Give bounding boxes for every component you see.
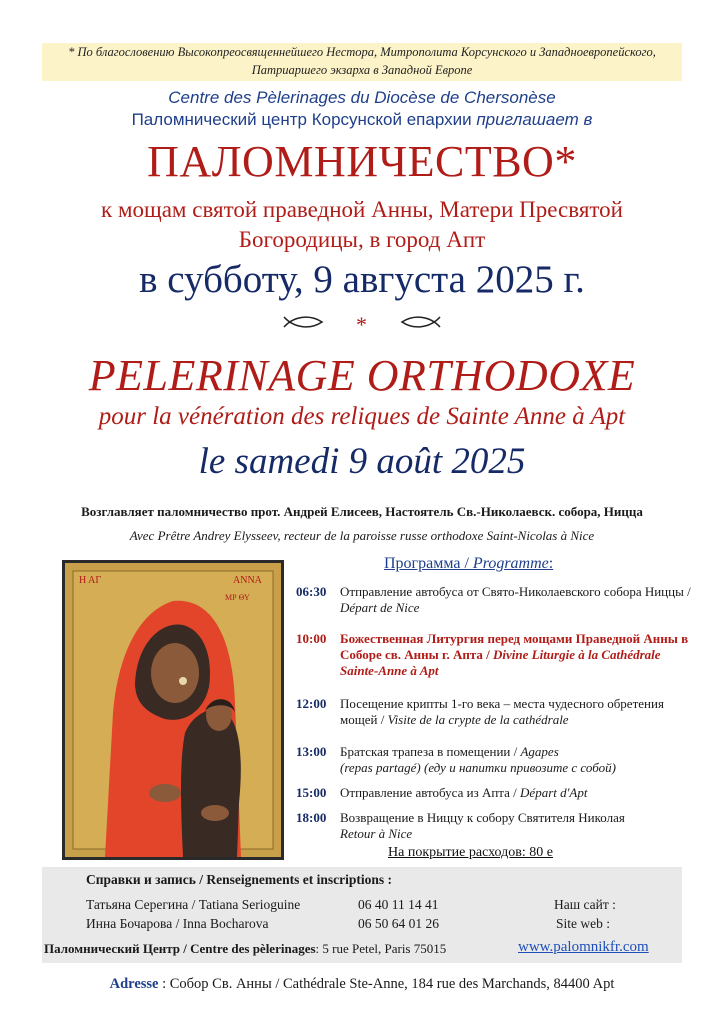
organizer-ru-invite: приглашает в: [476, 110, 593, 129]
program-heading: [384, 555, 553, 573]
program-heading-ru: Программа: [384, 555, 461, 572]
subtitle-fr: pour la vénération des reliques de Sainte Anne à Apt: [98, 403, 626, 430]
program-heading-fr: Programme: [472, 555, 549, 572]
title-fr: PELERINAGE ORTHODOXE: [88, 351, 636, 400]
event-address: [0, 976, 724, 993]
organizer-fr: Centre des Pèlerinages du Diocèse de Chersonèse: [168, 88, 556, 107]
cost-note: На покрытие расходов: 80 е: [388, 845, 553, 860]
program-text: Братская трапеза в помещении / Agapes (repas partagé) (еду и напитки привозите с собой): [340, 744, 616, 775]
program-time: 06:30: [296, 584, 327, 599]
program-text: Возвращение в Ниццу к собору Святителя Николая Retour à Nice: [340, 810, 625, 841]
icon-label-right: ΑΝΝΑ: [233, 575, 262, 586]
icon-image-saint-anne: [62, 560, 284, 860]
program-heading-colon: :: [548, 555, 554, 572]
center-label: Паломнический Центр / Centre des pèlerinages: [44, 941, 316, 956]
program-text: Отправление автобуса из Апта / Départ d'Apt: [340, 785, 588, 800]
center-address: [44, 941, 446, 957]
program-time: 18:00: [296, 810, 327, 825]
site-label-fr: Site web :: [556, 916, 610, 931]
icon-label-mid: ΜΡ ΘΥ: [225, 593, 250, 602]
blessing-note: * По благословению Высокопреосвященнейшего Нестора, Митрополита Корсунского и Западноевропейского, Патриаршего экзарха в Западной Европе: [42, 43, 682, 81]
center-street: : 5 rue Petel, Paris 75015: [315, 941, 447, 956]
icon-label-left: Η ΑΓ: [79, 575, 102, 586]
date-fr: le samedi 9 août 2025: [198, 441, 526, 482]
program-time: 12:00: [296, 696, 327, 711]
leader-fr: Avec Prêtre Andrey Elysseev, recteur de la paroisse russe orthodoxe Saint-Nicolas à Nice: [129, 528, 595, 543]
program-text: Посещение крипты 1-го века – места чудесного обретения мощей / Visite de la crypte de la cathédrale: [340, 696, 664, 727]
organizer-ru-name: Паломнический центр Корсунской епархии: [131, 110, 472, 129]
leader-ru: Возглавляет паломничество прот. Андрей Елисеев, Настоятель Св.-Николаевск. собора, Ницца: [81, 504, 643, 519]
fish-divider: [280, 308, 444, 336]
contact-phone[interactable]: 06 50 64 01 26: [358, 916, 439, 931]
contacts-heading: Справки и запись / Renseignements et inscriptions :: [86, 872, 392, 887]
subtitle-ru: к мощам святой праведной Анны, Матери Пресвятой Богородицы, в город Апт: [101, 197, 623, 252]
program-time: 15:00: [296, 785, 327, 800]
saint-anne-icon: [65, 563, 281, 857]
program-time: 13:00: [296, 744, 327, 759]
program-text: Отправление автобуса от Свято-Николаевского собора Ниццы / Départ de Nice: [340, 584, 691, 615]
program-heading-sep: /: [460, 555, 473, 572]
address-label: Adresse: [109, 976, 159, 992]
site-label-ru: Наш сайт :: [554, 897, 616, 912]
date-ru: в субботу, 9 августа 2025 г.: [139, 258, 585, 301]
organizer-ru: [0, 110, 724, 130]
star-mark: *: [356, 312, 367, 337]
contact-name: Татьяна Серегина / Tatiana Serioguine: [86, 897, 301, 912]
address-text: : Собор Св. Анны / Cathédrale Ste-Anne, 184 rue des Marchands, 84400 Apt: [158, 976, 615, 992]
website-link[interactable]: www.palomnikfr.com: [518, 939, 649, 955]
program-time: 10:00: [296, 631, 327, 646]
contact-phone[interactable]: 06 40 11 14 41: [358, 897, 439, 912]
title-ru: ПАЛОМНИЧЕСТВО*: [147, 137, 577, 186]
program-text: Божественная Литургия перед мощами Праведной Анны в Соборе св. Анны г. Апта / Divine Liturgie à la Cathédrale Sainte-Anne à Apt: [340, 631, 689, 678]
contact-name: Инна Бочарова / Inna Bocharova: [86, 916, 269, 931]
